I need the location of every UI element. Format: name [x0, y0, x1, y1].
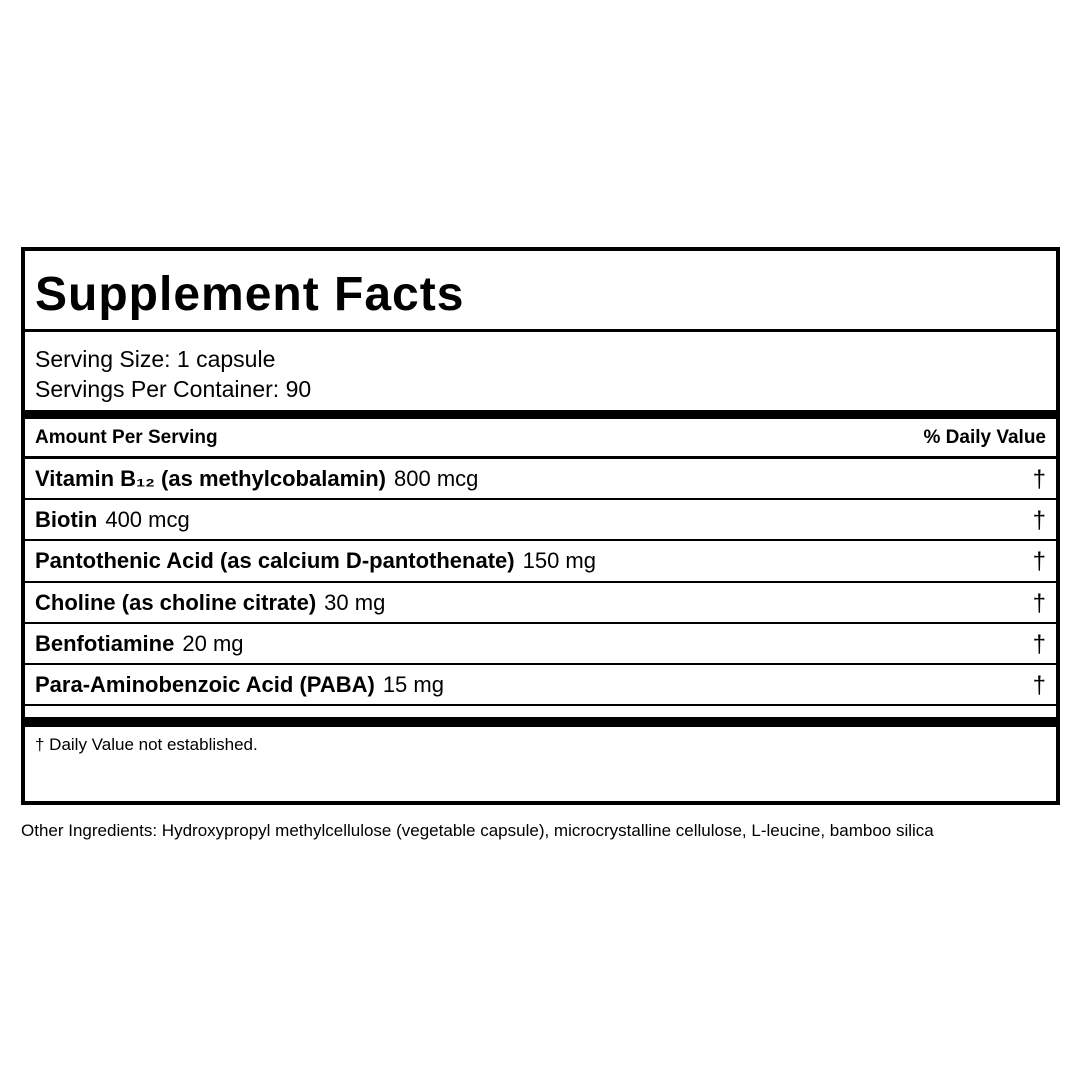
nutrient-name: Benfotiamine 20 mg: [35, 630, 244, 656]
table-row: [25, 583, 1056, 624]
daily-value: †: [1032, 507, 1046, 535]
daily-value: †: [1032, 466, 1046, 493]
nutrient-name: Pantothenic Acid (as calcium D-pantothenate) 150 mg: [35, 548, 596, 574]
supplement-facts-panel: [21, 247, 1060, 805]
thick-divider-top: [25, 410, 1056, 419]
table-row: [25, 459, 1056, 500]
nutrient-rows: [25, 459, 1056, 706]
nutrient-amount: 20 mg: [182, 630, 244, 656]
daily-value-header: % Daily Value: [923, 427, 1046, 448]
servings-per-container: Servings Per Container: 90: [35, 376, 312, 402]
column-header-row: [25, 419, 1056, 459]
panel-title: Supplement Facts: [35, 268, 465, 321]
amount-per-serving-header: Amount Per Serving: [35, 427, 218, 448]
other-ingredients: Other Ingredients: Hydroxypropyl methylcellulose (vegetable capsule), microcrystalline cellulose, L-leucine, bamboo silica: [21, 821, 934, 840]
serving-info: [25, 332, 1056, 410]
table-row: [25, 665, 1056, 706]
nutrient-amount: 150 mg: [522, 548, 596, 574]
nutrient-name: Vitamin B₁₂ (as methylcobalamin) 800 mcg: [35, 466, 479, 491]
serving-size: Serving Size: 1 capsule: [35, 346, 276, 372]
nutrient-name: Choline (as choline citrate) 30 mg: [35, 589, 386, 615]
thick-divider-bottom: [25, 717, 1056, 727]
footnote: † Daily Value not established.: [35, 735, 258, 754]
daily-value: †: [1032, 589, 1046, 617]
table-row: [25, 624, 1056, 665]
table-row: [25, 541, 1056, 582]
daily-value: †: [1032, 671, 1046, 699]
nutrient-amount: 800 mcg: [394, 466, 479, 491]
nutrient-name: Biotin 400 mcg: [35, 507, 190, 533]
nutrient-amount: 30 mg: [324, 589, 386, 615]
nutrient-name: Para-Aminobenzoic Acid (PABA) 15 mg: [35, 671, 444, 697]
nutrient-amount: 15 mg: [382, 671, 444, 697]
daily-value: †: [1032, 548, 1046, 576]
title-section: [25, 251, 1056, 332]
daily-value: †: [1032, 630, 1046, 658]
nutrient-amount: 400 mcg: [105, 507, 190, 533]
table-row: [25, 500, 1056, 541]
